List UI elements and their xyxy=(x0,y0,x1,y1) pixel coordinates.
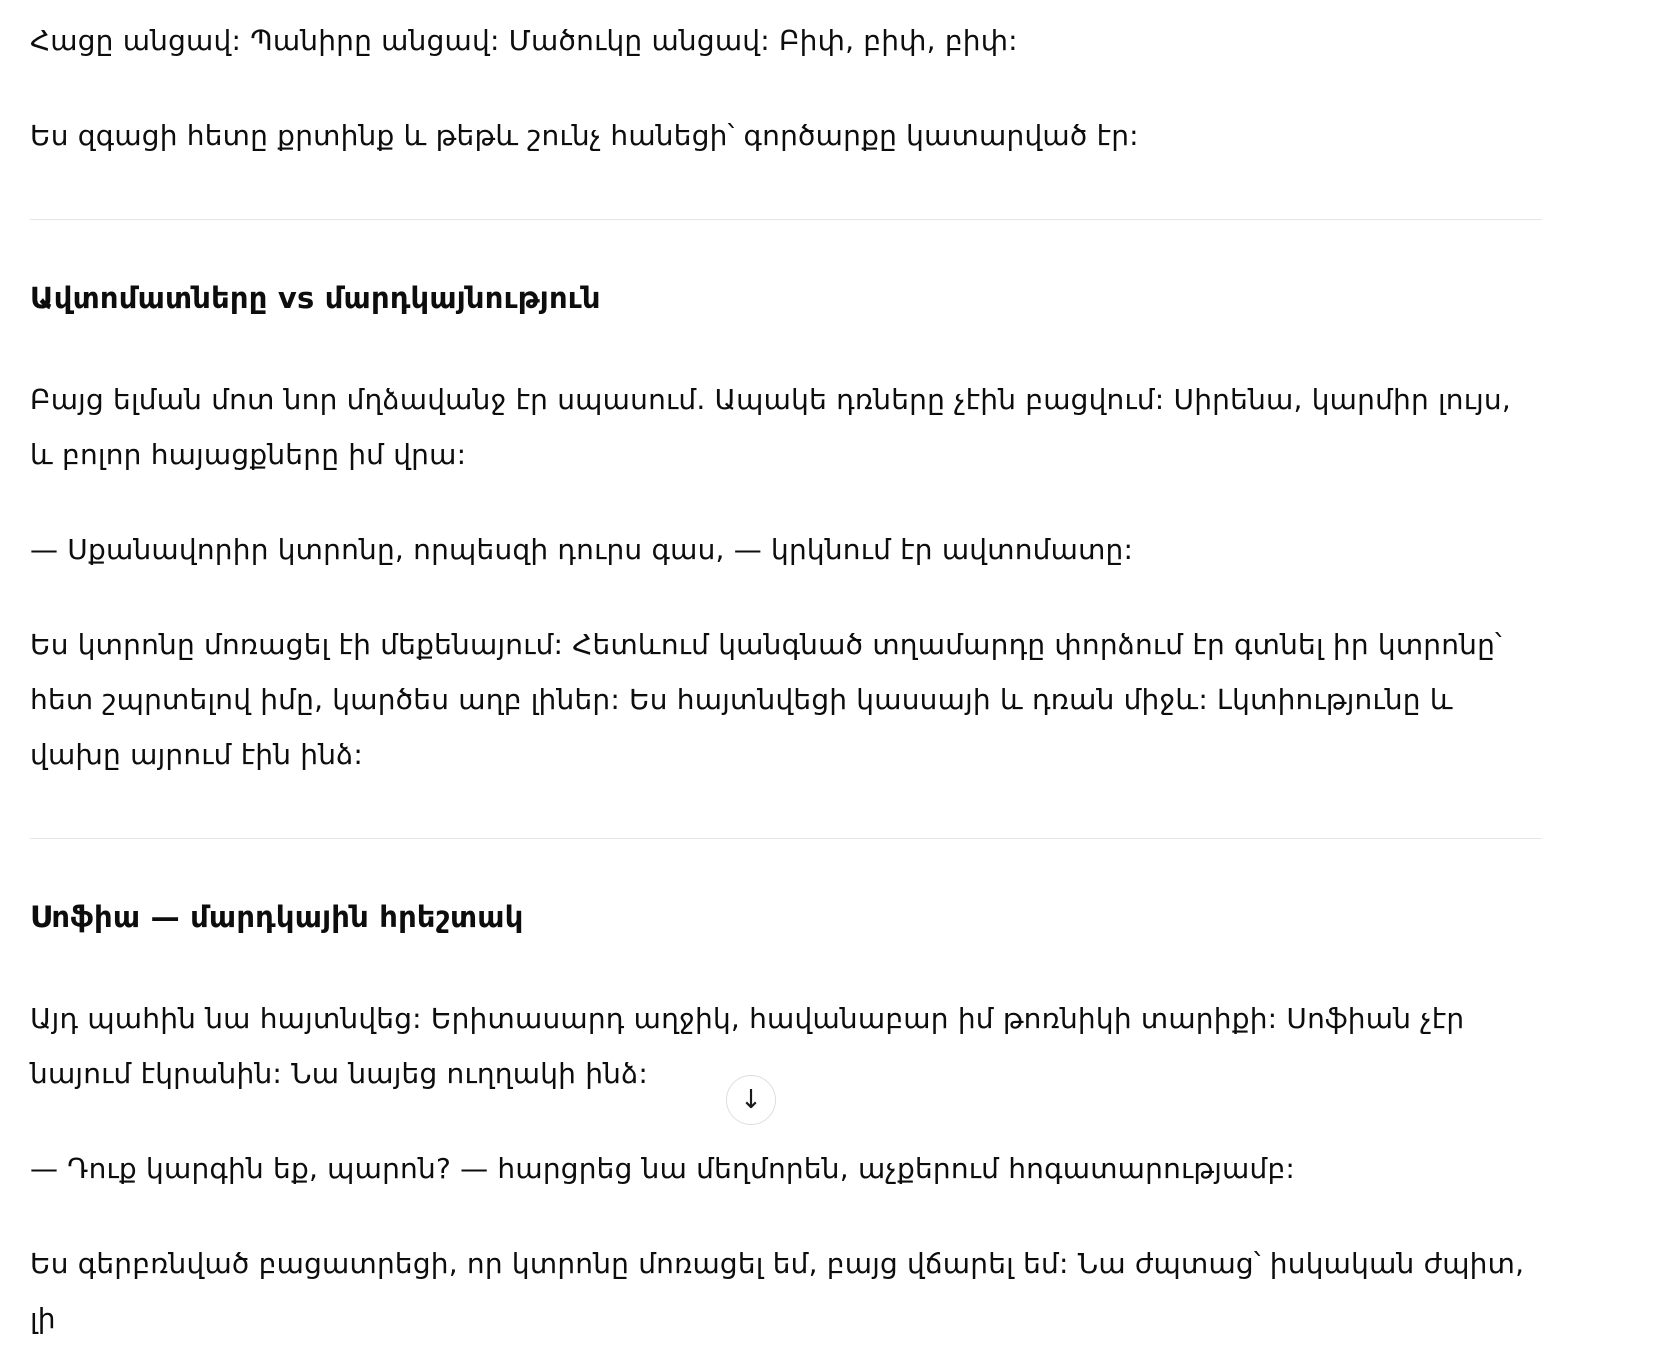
paragraph: Այդ պահին նա հայտնվեց: Երիտասարդ աղջիկ, հավանաբար իմ թոռնիկի տարիքի: Սոֆիան չէր նայում էկրանին: Նա նայեց ուղղակի ինձ: xyxy=(30,1002,1465,1090)
arrow-down-icon: ↓ xyxy=(740,1085,762,1115)
paragraph: — Դուք կարգին եք, պարոն? — հարցրեց նա մեղմորեն, աչքերում հոգատարությամբ: xyxy=(30,1152,1296,1185)
section-heading: Ավտոմատները vs մարդկայնություն xyxy=(30,281,601,315)
section-divider xyxy=(30,838,1542,839)
paragraph: Բայց ելման մոտ նոր մղձավանջ էր սպասում. Ապակե դռները չէին բացվում: Սիրենա, կարմիր լույս, և բոլոր հայացքները իմ վրա: xyxy=(30,383,1511,471)
paragraph: Ես կտրոնը մոռացել էի մեքենայում: Հետևում կանգնած տղամարդը փորձում էր գտնել իր կտրոնը՝ հետ շպրտելով իմը, կարծես աղբ լիներ: Ես հայտնվեցի կասսայի և դռան միջև: Լկտիությունը և վախը այրում էին ինձ: xyxy=(30,628,1502,771)
paragraph: Ես զգացի հետը քրտինք և թեթև շունչ հանեցի՝ գործարքը կատարված էր: xyxy=(30,119,1139,152)
paragraph: Ես գերբռնված բացատրեցի, որ կտրոնը մոռացել եմ, բայց վճարել եմ: Նա ժպտաց՝ իսկական ժպիտ, լի xyxy=(30,1247,1525,1335)
paragraph: Հացը անցավ: Պանիրը անցավ: Մածուկը անցավ: Բիփ, բիփ, բիփ: xyxy=(30,24,1018,57)
section-divider xyxy=(30,219,1542,220)
paragraph: — Սքանավորիր կտրոնը, որպեսզի դուրս գաս, — կրկնում էր ավտոմատը: xyxy=(30,533,1134,566)
section-heading: Սոֆիա — մարդկային հրեշտակ xyxy=(30,900,524,934)
scroll-to-bottom-button[interactable] xyxy=(726,1075,776,1125)
